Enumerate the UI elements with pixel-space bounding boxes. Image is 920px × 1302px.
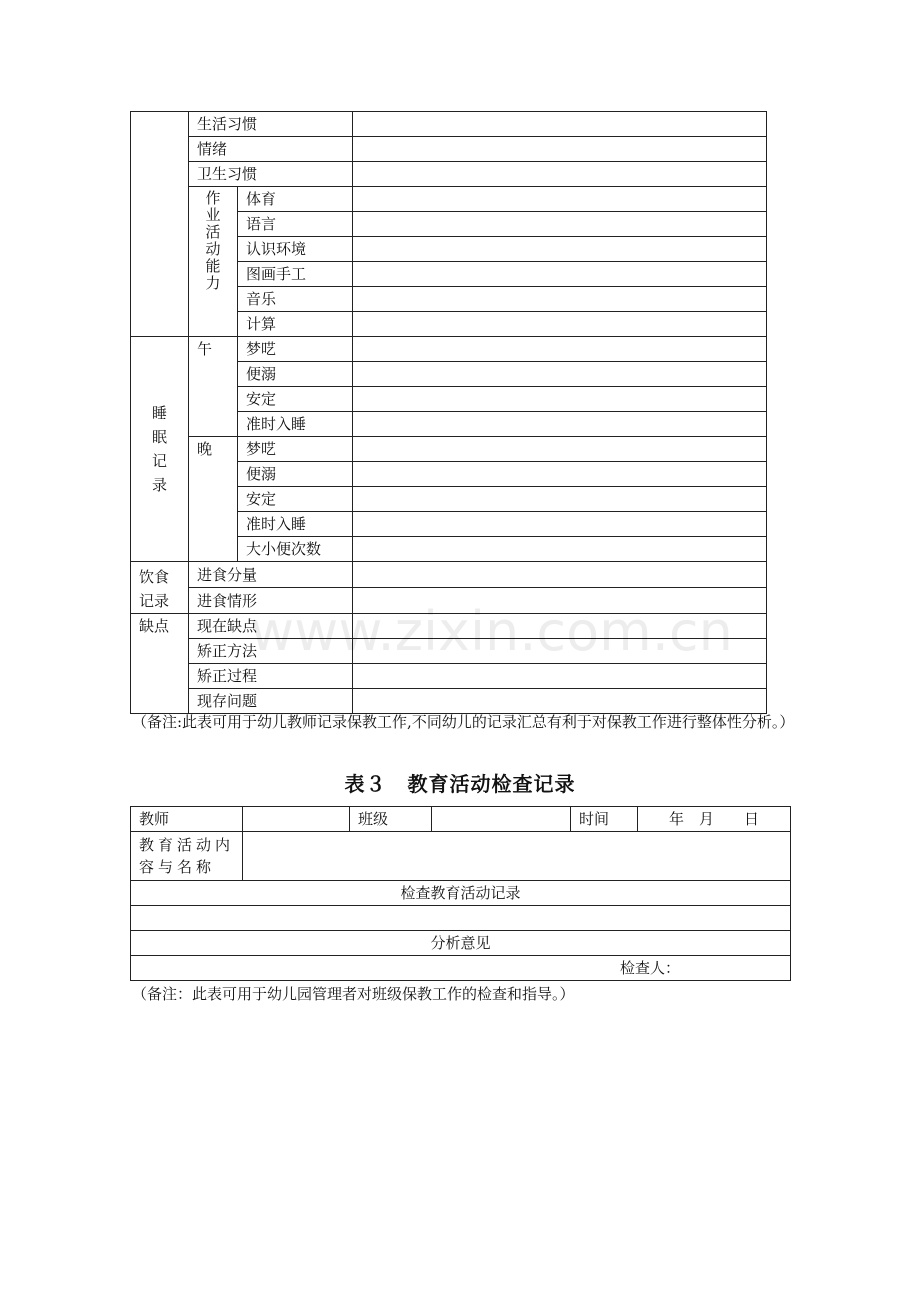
row-label: 矫正方法 <box>189 639 353 664</box>
sleep-label: 睡眠记录 <box>151 404 167 494</box>
row-label: 卫生习惯 <box>189 162 353 187</box>
inspector-label: 检查人： <box>131 956 791 981</box>
row-label: 计算 <box>238 312 353 337</box>
row-label: 认识环境 <box>238 237 353 262</box>
row-label: 进食分量 <box>189 562 353 588</box>
row-label: 音乐 <box>238 287 353 312</box>
row-label: 语言 <box>238 212 353 237</box>
blank-cell <box>353 212 767 237</box>
blank-cell <box>353 287 767 312</box>
blank-cell <box>353 387 767 412</box>
blank-cell <box>353 437 767 462</box>
row-label: 安定 <box>238 387 353 412</box>
blank-cell <box>353 639 767 664</box>
blank-cell <box>353 362 767 387</box>
class-label: 班级 <box>350 807 432 832</box>
blank-cell <box>353 462 767 487</box>
row-label: 生活习惯 <box>189 112 353 137</box>
row-label: 情绪 <box>189 137 353 162</box>
row-label: 便溺 <box>238 362 353 387</box>
blank-cell <box>353 112 767 137</box>
analysis-header: 分析意见 <box>131 931 791 956</box>
table3-title: 表３ 教育活动检查记录 <box>344 772 576 796</box>
content-name-label: 教育活动内容与名称 <box>131 832 243 881</box>
diet-label-line2: 记录 <box>139 592 170 610</box>
table3-note: （备注：此表可用于幼儿园管理者对班级保教工作的检查和指导。） <box>132 985 575 1003</box>
blank-cell <box>353 162 767 187</box>
row-label: 准时入睡 <box>238 412 353 437</box>
record-header: 检查教育活动记录 <box>131 881 791 906</box>
blank-cell <box>353 187 767 212</box>
row-label: 进食情形 <box>189 588 353 614</box>
upper-blank-category <box>131 112 189 337</box>
ability-category <box>189 187 238 337</box>
row-label: 矫正过程 <box>189 664 353 689</box>
date-value: 年 月 日 <box>638 807 791 832</box>
row-label: 体育 <box>238 187 353 212</box>
blank-cell <box>353 237 767 262</box>
teacher-value <box>243 807 350 832</box>
blank-cell <box>353 262 767 287</box>
blank-cell <box>353 689 767 714</box>
childcare-record-table <box>130 111 767 714</box>
row-label: 准时入睡 <box>238 512 353 537</box>
blank-cell <box>353 337 767 362</box>
blank-cell <box>353 562 767 588</box>
noon-label: 午 <box>189 337 238 437</box>
night-label: 晚 <box>189 437 238 562</box>
table2-note: （备注:此表可用于幼儿教师记录保教工作,不同幼儿的记录汇总有利于对保教工作进行整体性分析。） <box>132 713 795 731</box>
diet-label-line1: 饮食 <box>139 568 170 586</box>
time-label: 时间 <box>571 807 638 832</box>
blank-cell <box>353 537 767 562</box>
record-blank <box>131 906 791 931</box>
watermark: www.zixin.com.cn <box>250 600 733 663</box>
sleep-category <box>131 337 189 562</box>
ability-label: 作业活动能力 <box>205 189 221 292</box>
blank-cell <box>353 614 767 639</box>
row-label: 便溺 <box>238 462 353 487</box>
blank-cell <box>353 664 767 689</box>
defect-category: 缺点 <box>131 614 189 714</box>
diet-category <box>131 562 189 614</box>
blank-cell <box>353 312 767 337</box>
blank-cell <box>353 487 767 512</box>
teacher-label: 教师 <box>131 807 243 832</box>
row-label: 图画手工 <box>238 262 353 287</box>
blank-cell <box>353 588 767 614</box>
row-label: 梦呓 <box>238 337 353 362</box>
class-value <box>432 807 571 832</box>
row-label: 现存问题 <box>189 689 353 714</box>
blank-cell <box>353 512 767 537</box>
blank-cell <box>353 137 767 162</box>
education-activity-check-table <box>130 806 791 981</box>
row-label: 梦呓 <box>238 437 353 462</box>
row-label: 现在缺点 <box>189 614 353 639</box>
row-label: 大小便次数 <box>238 537 353 562</box>
row-label: 安定 <box>238 487 353 512</box>
blank-cell <box>353 412 767 437</box>
content-name-value <box>243 832 791 881</box>
